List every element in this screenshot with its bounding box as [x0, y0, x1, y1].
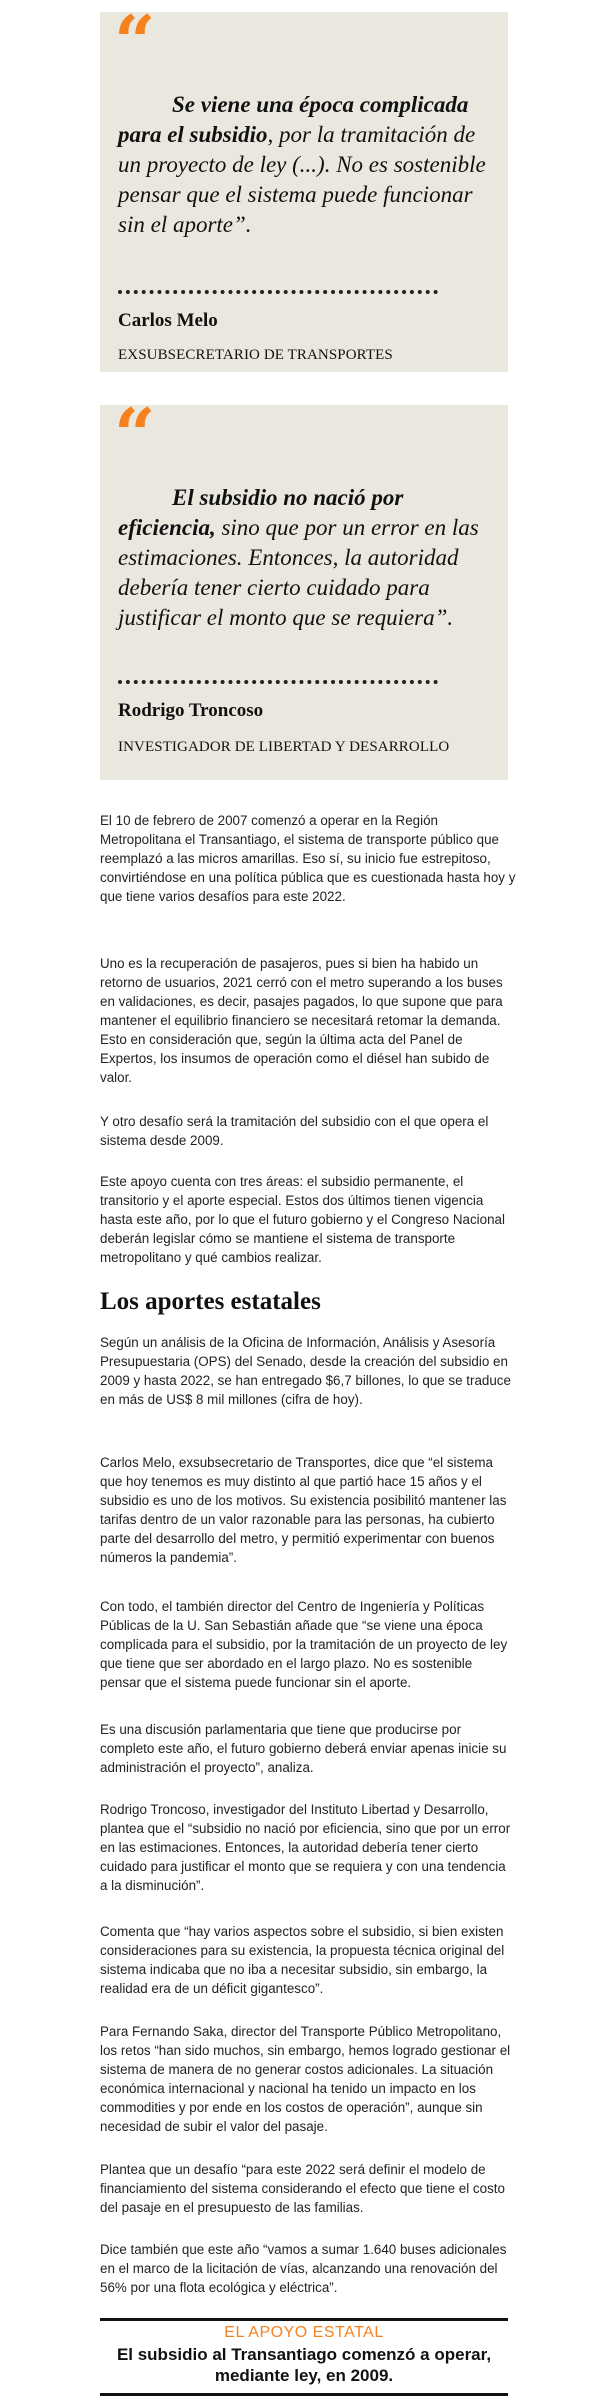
quote-author-name: Carlos Melo [118, 310, 218, 331]
pull-quote-1 [100, 0, 508, 372]
article-paragraph: Este apoyo cuenta con tres áreas: el subsidio permanente, el transitorio y el aporte especial. Estos dos últimos tienen vigencia hasta este año, por lo que el futuro gobierno y el Congreso Nacional deberán legislar cómo se mantiene el sistema de transporte metropolitano y qué cambios realizar. [100, 1174, 505, 1265]
article-paragraph: Carlos Melo, exsubsecretario de Transportes, dice que “el sistema que hoy tenemos es muy distinto al que partió hace 15 años y el subsidio es uno de los motivos. Su existencia posibilitó mantener las tarifas dentro de un valor razonable para las personas, ha cubierto parte del desarrollo del metro, y permitió experimentar con buenos números la pandemia”. [100, 1455, 507, 1565]
article-paragraph: Con todo, el también director del Centro de Ingeniería y Políticas Públicas de la U. San Sebastián añade que “se viene una época complicada para el subsidio, por la tramitación de un proyecto de ley que tiene que ser abordado en el largo plazo. No es sostenible pensar que el sistema puede funcionar sin el aporte. [100, 1599, 508, 1690]
quote-author-role: INVESTIGADOR DE LIBERTAD Y DESARROLLO [118, 739, 450, 755]
quote-mark-icon: “ [114, 392, 156, 477]
article-paragraph: Y otro desafío será la tramitación del subsidio con el que opera el sistema desde 2009. [100, 1114, 489, 1148]
article-paragraph: Plantea que un desafío “para este 2022 será definir el modelo de financiamiento del sistema considerando el efecto que tiene el costo del pasaje en el presupuesto de las familias. [100, 2162, 505, 2215]
quote-divider [118, 290, 438, 294]
article-paragraph: Dice también que este año “vamos a sumar 1.640 buses adicionales en el marco de la licitación de vías, alcanzando una renovación del 56% por una flota ecológica y eléctrica”. [100, 2242, 507, 2295]
info-box-title: El subsidio al Transantiago comenzó a operar, mediante ley, en 2009. [116, 2345, 492, 2385]
quote-author-role: EXSUBSECRETARIO DE TRANSPORTES [118, 347, 393, 363]
article-paragraph: Para Fernando Saka, director del Transporte Público Metropolitano, los retos “han sido muchos, sin embargo, hemos logrado gestionar el sistema de manera de no generar costos adicionales. La situación económica internacional y nacional ha tenido un impacto en los commodities y por ende en los costos de operación”, aunque sin necesidad de subir el valor del pasaje. [100, 2024, 511, 2134]
quote-rest: , por la tramitación de un proyecto de ley (...). No es sostenible pensar que el sistema puede funcionar sin el aporte”. [118, 122, 486, 237]
article-paragraph: Es una discusión parlamentaria que tiene que producirse por completo este año, el futuro gobierno deberá enviar apenas inicie su administración el proyecto”, analiza. [100, 1722, 507, 1775]
quote-text [118, 90, 490, 240]
quote-highlight: El subsidio no nació por eficiencia, [118, 485, 404, 540]
quote-highlight: Se viene una época complicada para el subsidio [118, 92, 469, 147]
quote-text [118, 483, 490, 633]
article-paragraph: Comenta que “hay varios aspectos sobre el subsidio, si bien existen consideraciones para su existencia, la propuesta técnica original del sistema indicaba que no iba a necesitar subsidio, sin embargo, la realidad era de un déficit gigantesco”. [100, 1924, 505, 1996]
article-paragraph: Rodrigo Troncoso, investigador del Instituto Libertad y Desarrollo, plantea que el “subsidio no nació por eficiencia, sino que por un error en las estimaciones. Entonces, la autoridad debería tener cierto cuidado para justificar el monto que se requiera y con una tendencia a la disminución”. [100, 1802, 511, 1893]
info-box-bottom-rule [100, 2393, 508, 2396]
article-paragraph: Según un análisis de la Oficina de Información, Análisis y Asesoría Presupuestaria (OPS) del Senado, desde la creación del subsidio en 2009 y hasta 2022, se han entregado $6,7 billones, lo que se traduce en más de US$ 8 mil millones (cifra de hoy). [100, 1335, 511, 1407]
quote-author-name: Rodrigo Troncoso [118, 700, 264, 721]
article-paragraph: El 10 de febrero de 2007 comenzó a operar en la Región Metropolitana el Transantiago, el sistema de transporte público que reemplazó a las micros amarillas. Eso sí, su inicio fue estrepitoso, convirtiéndose en una política pública que es cuestionada hasta hoy y que tiene varios desafíos para este 2022. [100, 813, 516, 904]
section-heading: Los aportes estatales [100, 1288, 321, 1315]
quote-divider [118, 680, 438, 684]
article-paragraph: Uno es la recuperación de pasajeros, pues si bien ha habido un retorno de usuarios, 2021 cerró con el metro superando a los buses en validaciones, es decir, pasajes pagados, lo que supone que para mantener el equilibrio financiero se necesitará retomar la demanda. Esto en consideración que, según la última acta del Panel de Expertos, los insumos de operación como el diésel han subido de valor. [100, 956, 503, 1085]
quote-rest: sino que por un error en las estimaciones. Entonces, la autoridad debería tener cierto cuidado para justificar el monto que se requiera”. [118, 515, 479, 630]
info-box-top-rule [100, 2318, 508, 2321]
info-box-kicker: EL APOYO ESTATAL [224, 2324, 384, 2341]
quote-mark-icon: “ [114, 0, 156, 84]
pull-quote-2 [100, 392, 508, 780]
